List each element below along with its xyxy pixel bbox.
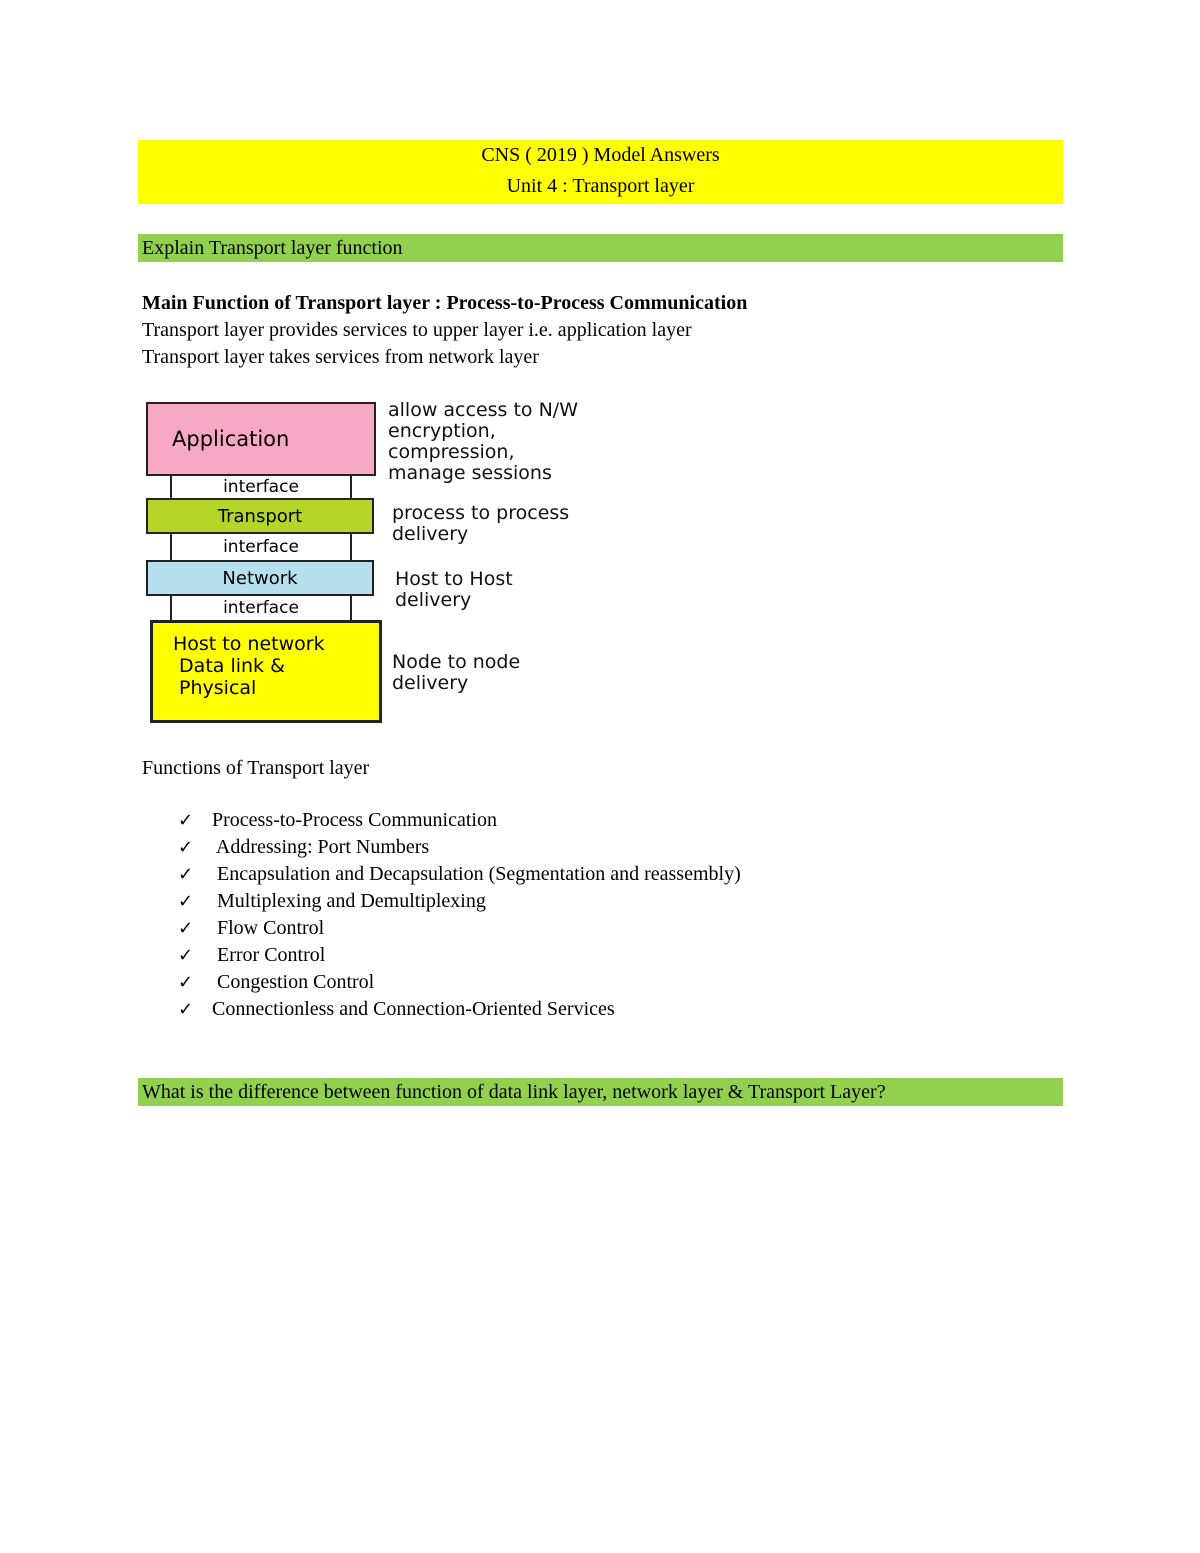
checkmark-icon: ✓ (178, 810, 194, 831)
question-heading: What is the difference between function of data link layer, network layer & Transport Layer? (138, 1078, 1063, 1106)
main-function-heading: Main Function of Transport layer : Process-to-Process Communication (142, 292, 748, 314)
host-to-network-note: Node to node delivery (392, 651, 521, 694)
network-note: Host to Host delivery (395, 568, 513, 611)
list-item: ✓ Addressing: Port Numbers (178, 834, 741, 861)
host-to-network-layer-box: Host to network Data link & Physical (150, 620, 382, 723)
functions-list (178, 807, 741, 1023)
layer-diagram (140, 392, 620, 732)
list-item: ✓ Congestion Control (178, 969, 741, 996)
list-item: ✓ Multiplexing and Demultiplexing (178, 888, 741, 915)
checkmark-icon: ✓ (178, 918, 194, 939)
question-heading: Explain Transport layer function (138, 234, 1063, 262)
network-layer-box: Network (146, 560, 374, 596)
body-line: Transport layer takes services from network layer (142, 346, 539, 368)
checkmark-icon: ✓ (178, 837, 194, 858)
title-box (138, 140, 1063, 204)
checkmark-icon: ✓ (178, 864, 194, 885)
subtitle-line: Unit 4 : Transport layer (506, 175, 695, 197)
list-item: ✓ Encapsulation and Decapsulation (Segmentation and reassembly) (178, 861, 741, 888)
application-note: allow access to N/W encryption, compression, manage sessions (388, 399, 578, 484)
checkmark-icon: ✓ (178, 891, 194, 912)
application-layer-box: Application (146, 402, 376, 476)
body-line: Transport layer provides services to upper layer i.e. application layer (142, 319, 692, 341)
list-item: ✓ Error Control (178, 942, 741, 969)
checkmark-icon: ✓ (178, 999, 194, 1020)
checkmark-icon: ✓ (178, 972, 194, 993)
checkmark-icon: ✓ (178, 945, 194, 966)
interface-label: interface (170, 476, 352, 498)
interface-label: interface (170, 534, 352, 560)
interface-label: interface (170, 596, 352, 620)
list-item: ✓ Process-to-Process Communication (178, 807, 741, 834)
list-item: ✓ Flow Control (178, 915, 741, 942)
title-line: CNS ( 2019 ) Model Answers (481, 144, 720, 166)
transport-layer-box: Transport (146, 498, 374, 534)
functions-heading: Functions of Transport layer (142, 757, 370, 779)
transport-note: process to process delivery (392, 502, 570, 545)
list-item: ✓ Connectionless and Connection-Oriented Services (178, 996, 741, 1023)
